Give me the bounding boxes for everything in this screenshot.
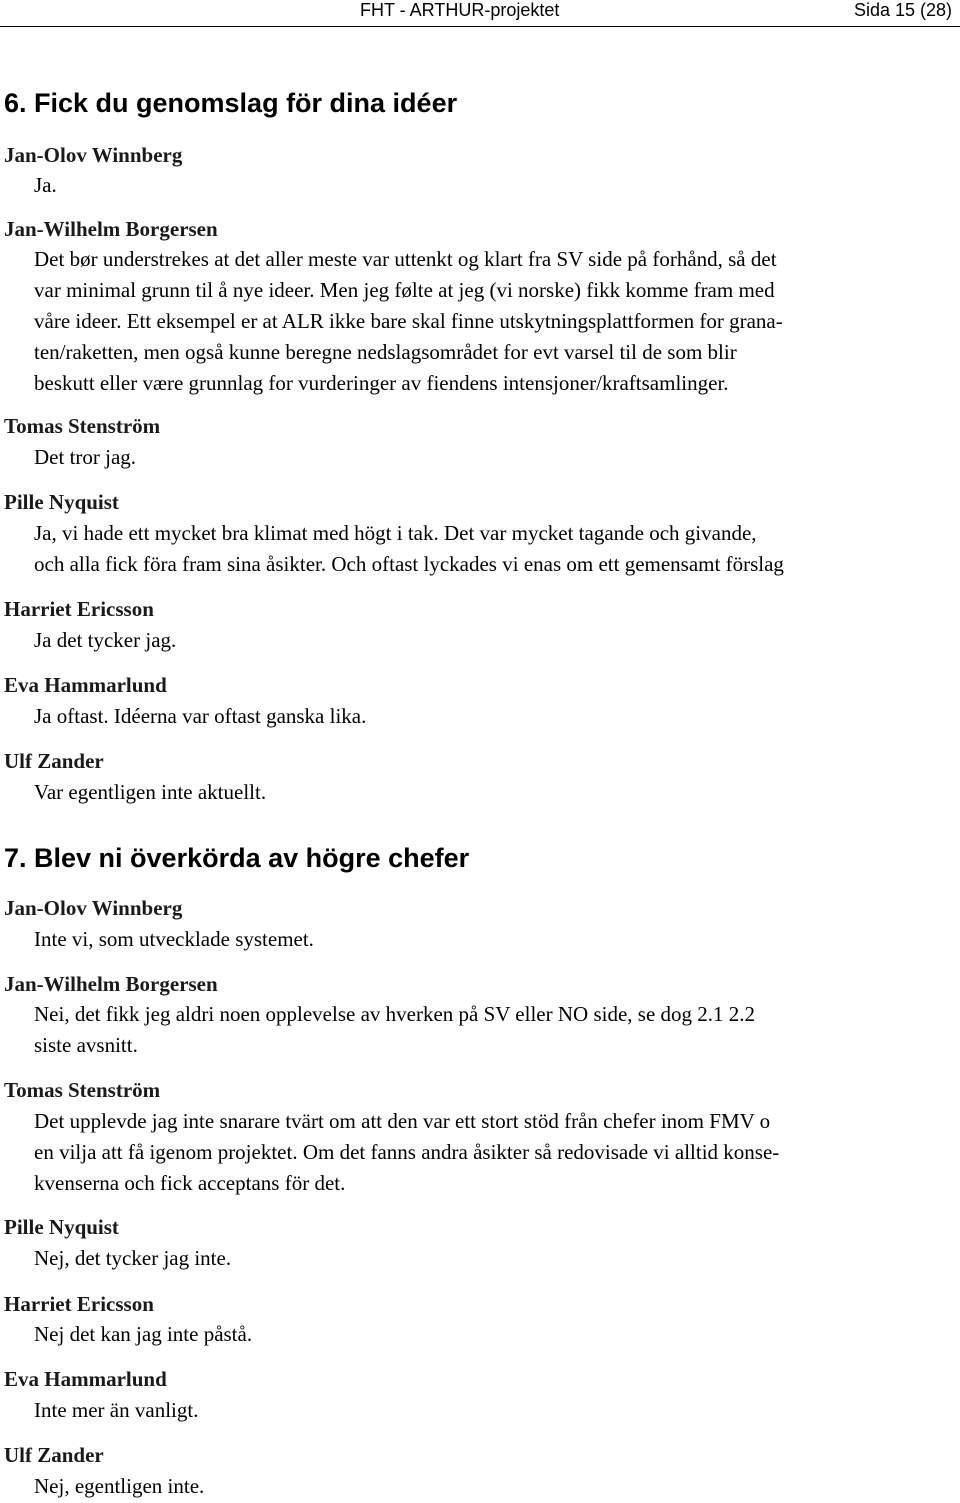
speaker-name: Tomas Stenström (4, 414, 161, 438)
answer-line: Det tror jag. (34, 445, 137, 469)
speaker-name: Ulf Zander (4, 749, 104, 773)
answer-text (34, 442, 958, 473)
answer-text (34, 244, 958, 399)
answer-line: kvenserna och fick acceptans för det. (34, 1171, 346, 1195)
answer-line: och alla fick föra fram sina åsikter. Och oftast lyckades vi enas om ett gemensamt förslag (34, 552, 784, 576)
speaker-name: Eva Hammarlund (4, 673, 167, 697)
answer-line: siste avsnitt. (34, 1033, 138, 1057)
answer-line: Nei, det fikk jeg aldri noen opplevelse av hverken på SV eller NO side, se dog 2.1 2.2 (34, 1002, 756, 1026)
speaker-name: Eva Hammarlund (4, 1367, 167, 1391)
answer-line: Nej det kan jag inte påstå. (34, 1322, 253, 1346)
answer-line: Ja oftast. Idéerna var oftast ganska lika. (34, 704, 367, 728)
speaker-name: Pille Nyquist (4, 490, 119, 514)
document-title: FHT - ARTHUR-projektet (360, 0, 560, 20)
answer-line: Inte mer än vanligt. (34, 1398, 199, 1422)
page-header (0, 0, 960, 22)
answer-text (34, 1243, 958, 1274)
answer-text (34, 625, 958, 656)
answer-text (34, 777, 958, 808)
answer-line: Var egentligen inte aktuellt. (34, 780, 267, 804)
answer-text (34, 170, 958, 201)
speaker-name: Harriet Ericsson (4, 597, 154, 621)
answer-text (34, 701, 958, 732)
answer-text (34, 1319, 958, 1350)
speaker-name: Jan-Wilhelm Borgersen (4, 217, 218, 241)
answer-line: Nej, det tycker jag inte. (34, 1246, 232, 1270)
answer-text (34, 518, 958, 580)
answer-line: var minimal grunn til å nye ideer. Men jeg følte at jeg (vi norske) fikk komme fram med (34, 278, 775, 302)
answer-text (34, 1471, 958, 1502)
section-heading: 6. Fick du genomslag för dina idéer (4, 88, 458, 118)
answer-text (34, 1395, 958, 1426)
answer-line: Det upplevde jag inte snarare tvärt om att den var ett stort stöd från chefer inom FMV o (34, 1109, 771, 1133)
speaker-name: Harriet Ericsson (4, 1292, 154, 1316)
speaker-name: Jan-Olov Winnberg (4, 896, 183, 920)
answer-line: Ja det tycker jag. (34, 628, 177, 652)
header-divider (0, 26, 960, 27)
section-heading: 7. Blev ni överkörda av högre chefer (4, 843, 470, 873)
speaker-name: Tomas Stenström (4, 1078, 161, 1102)
page-number: Sida 15 (28) (853, 0, 952, 20)
speaker-name: Jan-Wilhelm Borgersen (4, 972, 218, 996)
answer-text (34, 1106, 958, 1199)
answer-line: Inte vi, som utvecklade systemet. (34, 927, 314, 951)
answer-line: våre ideer. Ett eksempel er at ALR ikke bare skal finne utskytningsplattformen for grana- (34, 309, 783, 333)
answer-text (34, 924, 958, 955)
answer-line: beskutt eller være grunnlag for vurderinger av fiendens intensjoner/kraftsamlinger. (34, 371, 729, 395)
answer-text (34, 999, 958, 1061)
speaker-name: Pille Nyquist (4, 1215, 119, 1239)
speaker-name: Jan-Olov Winnberg (4, 143, 183, 167)
speaker-name: Ulf Zander (4, 1443, 104, 1467)
answer-line: en vilja att få igenom projektet. Om det fanns andra åsikter så redovisade vi alltid konse- (34, 1140, 780, 1164)
answer-line: Ja, vi hade ett mycket bra klimat med högt i tak. Det var mycket tagande och givande, (34, 521, 757, 545)
answer-line: Ja. (34, 173, 57, 197)
answer-line: Det bør understrekes at det aller meste var uttenkt og klart fra SV side på forhånd, så det (34, 247, 777, 271)
answer-line: Nej, egentligen inte. (34, 1474, 205, 1498)
answer-line: ten/raketten, men også kunne beregne nedslagsområdet for evt varsel til de som blir (34, 340, 737, 364)
